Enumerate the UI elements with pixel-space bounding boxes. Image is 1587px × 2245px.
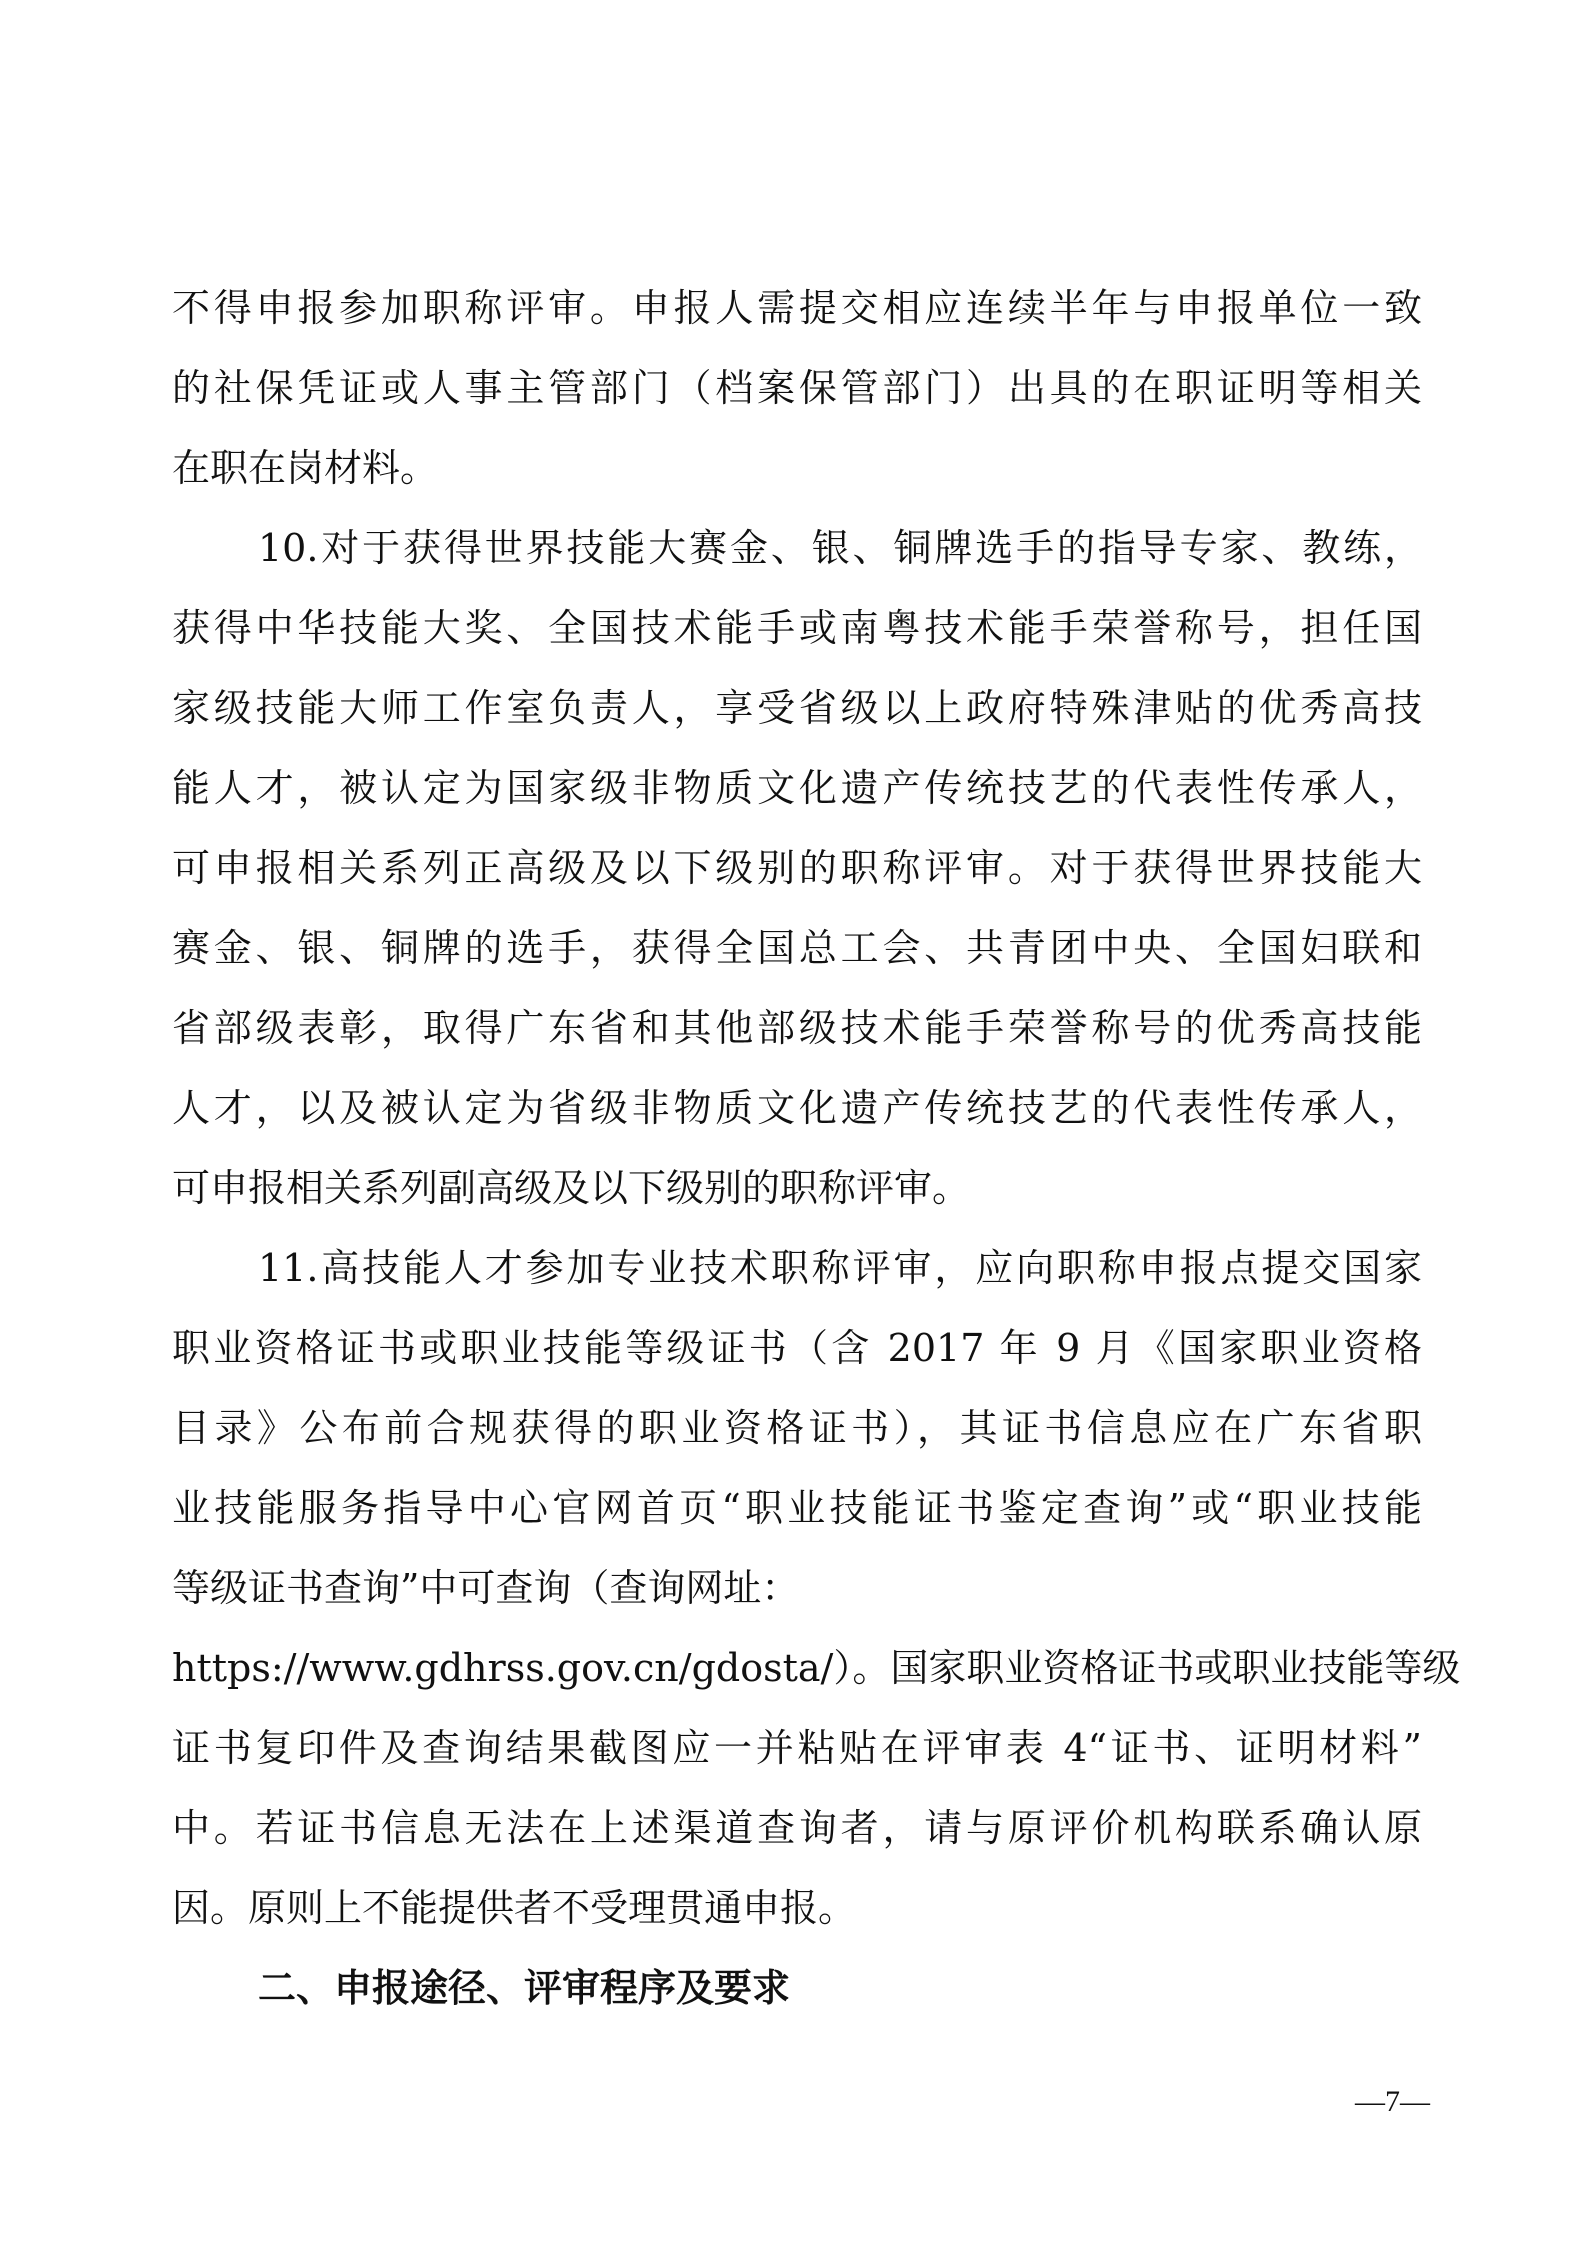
paragraph-item-11-line: 11.高技能人才参加专业技术职称评审，应向职称申报点提交国家: [258, 1246, 1422, 1290]
paragraph-item-10-line: 10.对于获得世界技能大赛金、银、铜牌选手的指导专家、教练，: [258, 526, 1422, 570]
paragraph-line: 业技能服务指导中心官网首页“职业技能证书鉴定查询”或“职业技能: [172, 1486, 1422, 1530]
paragraph-line: 获得中华技能大奖、全国技术能手或南粤技术能手荣誉称号，担任国: [172, 606, 1422, 650]
paragraph-line: 职业资格证书或职业技能等级证书（含 2017 年 9 月《国家职业资格: [172, 1326, 1422, 1370]
paragraph-line: 不得申报参加职称评审。申报人需提交相应连续半年与申报单位一致: [172, 286, 1422, 330]
paragraph-line: 家级技能大师工作室负责人，享受省级以上政府特殊津贴的优秀高技: [172, 686, 1422, 730]
paragraph-line: 人才，以及被认定为省级非物质文化遗产传统技艺的代表性传承人，: [172, 1086, 1422, 1130]
url-line: https://www.gdhrss.gov.cn/gdosta/）。国家职业资格证书或职业技能等级: [172, 1646, 1461, 1690]
paragraph-line: 因。原则上不能提供者不受理贯通申报。: [172, 1886, 857, 1930]
section-heading: 二、申报途径、评审程序及要求: [258, 1966, 791, 2010]
page-number: —7—: [1355, 2085, 1430, 2118]
paragraph-line: 在职在岗材料。: [172, 446, 439, 490]
paragraph-line: 能人才，被认定为国家级非物质文化遗产传统技艺的代表性传承人，: [172, 766, 1422, 810]
paragraph-line: 可申报相关系列副高级及以下级别的职称评审。: [172, 1166, 971, 1210]
paragraph-line: 赛金、银、铜牌的选手，获得全国总工会、共青团中央、全国妇联和: [172, 926, 1422, 970]
paragraph-line: 证书复印件及查询结果截图应一并粘贴在评审表 4“证书、证明材料”: [172, 1726, 1422, 1770]
paragraph-line: 中。若证书信息无法在上述渠道查询者，请与原评价机构联系确认原: [172, 1806, 1422, 1850]
paragraph-line: 省部级表彰，取得广东省和其他部级技术能手荣誉称号的优秀高技能: [172, 1006, 1422, 1050]
paragraph-line: 的社保凭证或人事主管部门（档案保管部门）出具的在职证明等相关: [172, 366, 1422, 410]
paragraph-line: 等级证书查询”中可查询（查询网址：: [172, 1566, 800, 1610]
paragraph-line: 目录》公布前合规获得的职业资格证书），其证书信息应在广东省职: [172, 1406, 1422, 1450]
paragraph-line: 可申报相关系列正高级及以下级别的职称评审。对于获得世界技能大: [172, 846, 1422, 890]
